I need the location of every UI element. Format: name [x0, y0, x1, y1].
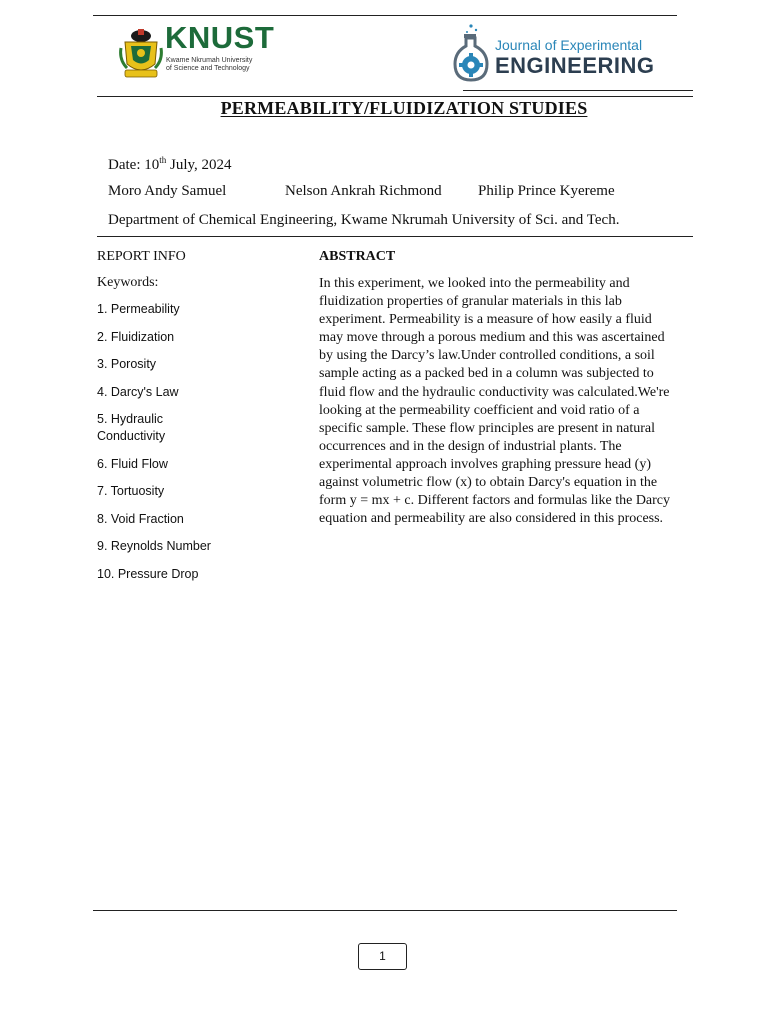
journal-name-line1: Journal of Experimental [495, 37, 643, 53]
affiliation: Department of Chemical Engineering, Kwame Nkrumah University of Sci. and Tech. [108, 212, 620, 228]
footer-rule [93, 910, 677, 911]
keyword-item: 5. Hydraulic Conductivity [97, 412, 166, 443]
section-rule [97, 236, 693, 237]
date-line [108, 155, 232, 174]
author-3: Philip Prince Kyereme [478, 183, 615, 199]
keyword-item: 3. Porosity [97, 357, 157, 371]
keyword-item: 9. Reynolds Number [97, 539, 211, 553]
keyword-item: 4. Darcy's Law [97, 384, 179, 399]
date-sup: th [159, 155, 167, 165]
keyword-item: 10. Pressure Drop [97, 566, 199, 581]
header-rule [97, 96, 693, 97]
keyword-item: 7. Tortuosity [97, 484, 165, 498]
knust-subtitle-line1: Kwame Nkrumah University [166, 57, 253, 64]
abstract-section [319, 249, 671, 528]
knust-name: KNUST [165, 20, 275, 55]
knust-subtitle [166, 57, 276, 73]
keyword-item: 1. Permeability [97, 302, 180, 316]
keyword-item: 6. Fluid Flow [97, 456, 168, 471]
knust-subtitle-line2: of Science and Technology [166, 65, 250, 72]
knust-crest-icon [119, 26, 163, 80]
knust-logo [119, 22, 279, 84]
flask-gear-icon [451, 22, 495, 84]
date-prefix: Date: 10 [108, 157, 160, 173]
header-rule-upper [463, 90, 693, 91]
paper-title: PERMEABILITY/FLUIDIZATION STUDIES [220, 98, 588, 118]
header-logos [95, 18, 695, 88]
author-2: Nelson Ankrah Richmond [285, 183, 442, 199]
keywords-list [97, 301, 297, 583]
abstract-heading: ABSTRACT [319, 249, 396, 264]
journal-logo [451, 22, 683, 84]
keyword-item: 8. Void Fraction [97, 511, 184, 526]
keyword-item: 2. Fluidization [97, 329, 175, 344]
abstract-body: In this experiment, we looked into the permeability and fluidization properties of granular materials in this lab experiment. Permeability is a measure of how easily a fluid may move through a porous medium and this was ascertained by using the Darcy’s law.Under controlled conditions, a soil sample acting as a packed bed in a column was subjected to fluid flow and the hydraulic conductivity was calculated.We're looking at the permeability coefficient and void ratio of a specific sample. These flow principles are present in natural occurrences and in the design of industrial plants. The experimental approach involves graphing pressure head (y) against volumetric flow (x) to obtain Darcy's equation in the form y = mx + c. Different factors and formulas like the Darcy equation and permeability are also considered in this process. [319, 276, 671, 527]
journal-name-line2: ENGINEERING [495, 53, 655, 78]
page-number: 1 [358, 943, 407, 970]
report-info-heading: REPORT INFO [97, 249, 186, 264]
author-1: Moro Andy Samuel [108, 183, 227, 199]
date-suffix: July, 2024 [166, 157, 232, 173]
top-rule [93, 15, 677, 16]
report-info [97, 249, 297, 593]
keywords-label: Keywords: [97, 275, 159, 290]
